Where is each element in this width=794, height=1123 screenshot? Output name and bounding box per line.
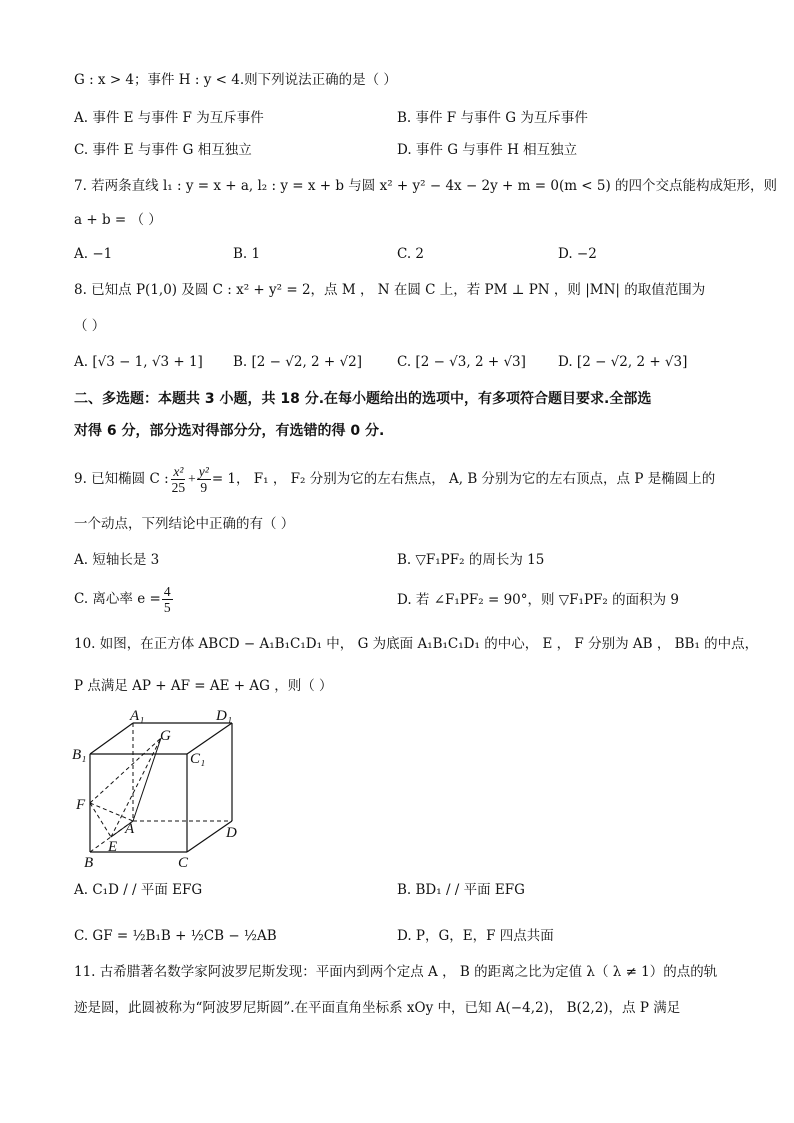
q9-fraction-y-den: 9	[200, 479, 208, 495]
label-c1: C₁	[190, 751, 206, 767]
q8-option-d: D. [2 − √2, 2 + √3]	[558, 354, 688, 370]
segment-fa	[90, 803, 133, 821]
q9-stem-line2: 一个动点，下列结论中正确的有（ ）	[74, 516, 295, 532]
q9-fraction-y-num: y²	[198, 463, 209, 479]
segment-eg	[111, 738, 161, 837]
q7-option-b: B. 1	[233, 246, 261, 262]
q6-option-a: A. 事件 E 与事件 F 为互斥事件	[74, 110, 264, 126]
q7-option-c: C. 2	[397, 246, 425, 262]
edge-b1a1	[90, 723, 133, 754]
q10-option-d: D. P，G，E，F 四点共面	[397, 928, 554, 944]
q9-stem-line1: 9. 已知椭圆 C : $\frac{\text{x²}}{25}$ + $\frac{\text{y²}}{9}$ = 1， F₁ ， F₂ 分别为它的左右焦点， A, B 分别为它的左右顶点，点 P 是椭圆上的	[74, 463, 716, 495]
q6-stem-tail: G : x > 4；事件 H : y < 4.则下列说法正确的是（ ）	[74, 72, 397, 88]
q9-fraction-x-num: x²	[173, 463, 184, 479]
q8-option-a: A. [√3 − 1, √3 + 1]	[74, 354, 203, 370]
q8-option-b: B. [2 − √2, 2 + √2]	[233, 354, 362, 370]
q9-option-c-den: 5	[163, 599, 171, 615]
q10-stem-line1: 10. 如图，在正方体 ABCD − A₁B₁C₁D₁ 中， G 为底面 A₁B₁C₁D₁ 的中心， E ， F 分别为 AB ， BB₁ 的中点，	[74, 636, 759, 652]
q9-fraction-y	[197, 464, 211, 495]
label-g: G	[160, 728, 171, 744]
q8-stem-line1: 8. 已知点 P(1,0) 及圆 C : x² + y² = 2，点 M ， N 在圆 C 上，若 PM ⊥ PN ，则 |MN| 的取值范围为	[74, 282, 706, 298]
q11-stem-line2: 迹是圆，此圆被称为“阿波罗尼斯圆”.在平面直角坐标系 xOy 中，已知 A(−4,2)， B(2,2)，点 P 满足	[74, 1000, 681, 1016]
section-heading-line1: 二、多选题：本题共 3 小题，共 18 分.在每小题给出的选项中，有多项符合题目要求.全部选	[74, 391, 652, 407]
q8-stem-line2: （ ）	[74, 318, 106, 334]
q9-option-c	[74, 582, 174, 616]
q9-stem-suffix: = 1， F₁ ， F₂ 分别为它的左右焦点， A, B 分别为它的左右顶点，点 P 是椭圆上的	[211, 471, 716, 487]
q10-option-b: B. BD₁ / / 平面 EFG	[397, 882, 525, 898]
q6-option-c: C. 事件 E 与事件 G 相互独立	[74, 142, 252, 158]
q11-stem-line1: 11. 古希腊著名数学家阿波罗尼斯发现：平面内到两个定点 A ， B 的距离之比为定值 λ（ λ ≠ 1）的点的轨	[74, 964, 718, 980]
edge-c1d1	[187, 723, 232, 754]
segment-fe	[90, 803, 111, 837]
q6-option-b: B. 事件 F 与事件 G 为互斥事件	[397, 110, 588, 126]
label-e: E	[108, 839, 118, 855]
q9-fraction-x-den: 25	[171, 479, 186, 495]
label-b: B	[84, 855, 94, 871]
label-a: A	[125, 821, 135, 837]
q9-option-c-fraction	[162, 584, 173, 615]
label-c: C	[178, 855, 189, 871]
q7-option-d: D. −2	[558, 246, 597, 262]
q7-option-a: A. −1	[74, 246, 113, 262]
q10-stem-line2: P 点满足 AP + AF = AE + AG ，则（ ）	[74, 678, 333, 694]
label-f: F	[76, 797, 86, 813]
q9-option-a: A. 短轴长是 3	[74, 552, 160, 568]
label-a1: A₁	[130, 708, 145, 724]
q10-option-c: C. GF = ½B₁B + ½CB − ½AB	[74, 928, 277, 944]
q9-option-d: D. 若 ∠F₁PF₂ = 90°，则 ▽F₁PF₂ 的面积为 9	[397, 592, 679, 608]
q10-option-a: A. C₁D / / 平面 EFG	[74, 882, 203, 898]
label-d: D	[226, 825, 237, 841]
label-b1: B₁	[72, 747, 87, 763]
q7-stem-line1: 7. 若两条直线 l₁ : y = x + a, l₂ : y = x + b 与圆 x² + y² − 4x − 2y + m = 0(m < 5) 的四个交点能构成矩形，则	[74, 178, 778, 194]
cube-figure	[70, 707, 250, 872]
q9-stem-prefix: 9. 已知椭圆 C :	[74, 471, 169, 487]
q8-option-c: C. [2 − √3, 2 + √3]	[397, 354, 526, 370]
q7-stem-line2: a + b = （ ）	[74, 212, 162, 228]
q6-option-d: D. 事件 G 与事件 H 相互独立	[397, 142, 578, 158]
q9-option-c-num: 4	[163, 583, 171, 599]
label-d1: D₁	[216, 708, 233, 724]
q9-option-b: B. ▽F₁PF₂ 的周长为 15	[397, 552, 545, 568]
q9-option-c-prefix: C. 离心率 e =	[74, 591, 161, 607]
section-heading-line2: 对得 6 分，部分选对得部分分，有选错的得 0 分.	[74, 423, 385, 439]
q9-fraction-x	[170, 464, 188, 495]
